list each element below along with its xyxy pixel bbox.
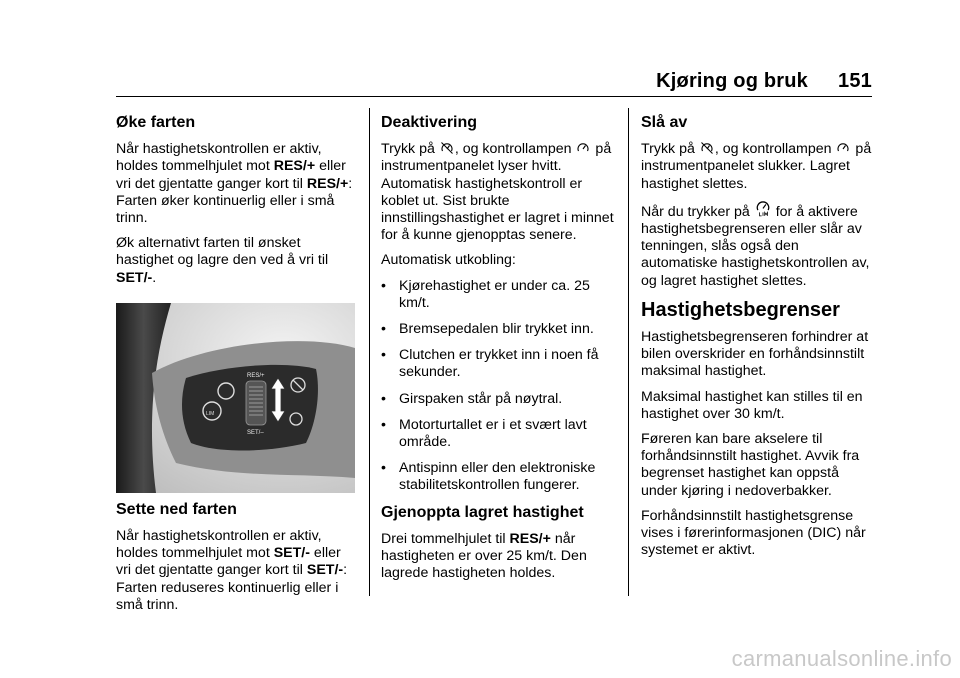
list-item: • Clutchen er trykket inn i noen få sekunder. [381,347,617,381]
list-item: • Antispinn eller den elektroniske stabilitetskontrollen fungerer. [381,460,617,494]
text: eller vri det gjentatte ganger kort til [116,158,346,192]
paragraph: Føreren kan bare akselere til forhåndsinnstilt hastighet. Avvik fra begrenset hastighet kan oppstå under kjøring i nedoverbakker. [641,431,860,499]
page-header [656,70,872,93]
paragraph [641,201,876,290]
paragraph: Forhåndsinnstilt hastighetsgrense vises i førerinformasjonen (DIC) når systemet er aktivt. [641,507,866,559]
text: : Farten øker kontinuerlig eller i små trinn. [116,175,353,227]
steering-wheel-illustration [116,303,355,493]
list-item: • Kjørehastighet er under ca. 25 km/t. [381,278,617,312]
column-divider-1 [369,108,370,596]
text: på instrumentpanelet lyser hvitt. Automatisk hastighetskontroll er koblet ut. Sist brukte innstillingshastighet er lagret i minnet for å kunne gjenopptas senere. [381,141,614,244]
text: eller vri det gjentatte ganger kort til [116,545,341,579]
cruise-control-off-icon [700,141,714,155]
bold-text: SET/- [273,545,310,562]
list-item: • Girspaken står på nøytral. [381,391,617,408]
text: Når du trykker på [641,203,754,220]
bold-text: RES/+ [509,530,551,547]
text: Trykk på [381,141,439,158]
text: når hastigheten er over 25 km/t. Den lagrede hastigheten holdes. [381,530,587,582]
bold-text: RES/+ [273,158,316,175]
photo-label-set: SET/– [247,429,264,436]
section-title-increase-speed: Øke farten [116,114,196,131]
header-rule [116,96,872,97]
paragraph [381,531,617,583]
photo-label-res: RES/+ [247,372,265,379]
cruise-control-icon [576,141,590,155]
paragraph: Maksimal hastighet kan stilles til en hastighet over 30 km/t. [641,388,863,422]
cruise-control-off-icon [440,141,454,155]
section-title-switch-off: Slå av [641,114,688,131]
paragraph: Automatisk utkobling: [381,252,516,269]
steering-wheel-controls-photo [116,303,355,493]
text: Når hastighetskontrollen er aktiv, holdes tommelhjulet mot [116,528,322,562]
section-title-speed-limiter: Hastighetsbegrenser [641,298,840,321]
paragraph [116,528,356,614]
column-1 [116,108,356,622]
header-title: Kjøring og bruk [656,70,809,92]
text: : Farten reduseres kontinuerlig eller i små trinn. [116,562,348,613]
list-item: • Bremsepedalen blir trykket inn. [381,321,617,338]
text: , og kontrollampen [454,141,576,158]
text: Øk alternativt farten til ønsket hastighet og lagre den ved å vri til [116,235,329,269]
column-2 [381,108,617,590]
text: Når hastighetskontrollen er aktiv, holdes tommelhjulet mot [116,141,322,175]
paragraph: Hastighetsbegrenseren forhindrer at bilen overskrider en forhåndsinnstilt maksimal hastighet. [641,329,869,380]
auto-disengage-list [381,278,617,495]
cruise-control-icon [836,141,850,155]
paragraph [381,141,617,244]
text: for å aktivere hastighetsbegrenseren eller slår av tenningen, slås også den automatiske hastighetskontrollen av, og lagret hastighet slettes. [641,203,870,289]
text: , og kontrollampen [714,141,836,158]
section-title-deactivation: Deaktivering [381,114,478,131]
bold-text: SET/- [306,562,344,579]
section-title-resume-speed: Gjenoppta lagret hastighet [381,503,584,521]
paragraph [116,235,356,287]
bold-text: RES/+ [306,175,349,192]
paragraph [641,141,876,193]
text: . [152,269,157,286]
photo-label-lim: LIM [206,410,215,417]
list-item: • Motorturtallet er i et svært lavt område. [381,417,617,451]
column-3 [641,108,876,567]
text: på instrumentpanelet slukker. Lagret hastighet slettes. [641,141,872,192]
page-number: 151 [838,70,872,92]
column-divider-2 [628,108,629,596]
text: Trykk på [641,141,699,158]
paragraph [116,141,356,227]
text: Drei tommelhjulet til [381,530,510,547]
section-title-reduce-speed: Sette ned farten [116,500,237,518]
watermark: carmanualsonline.info [731,646,952,671]
bold-text: SET/- [116,269,153,286]
speed-limiter-icon [755,201,771,217]
